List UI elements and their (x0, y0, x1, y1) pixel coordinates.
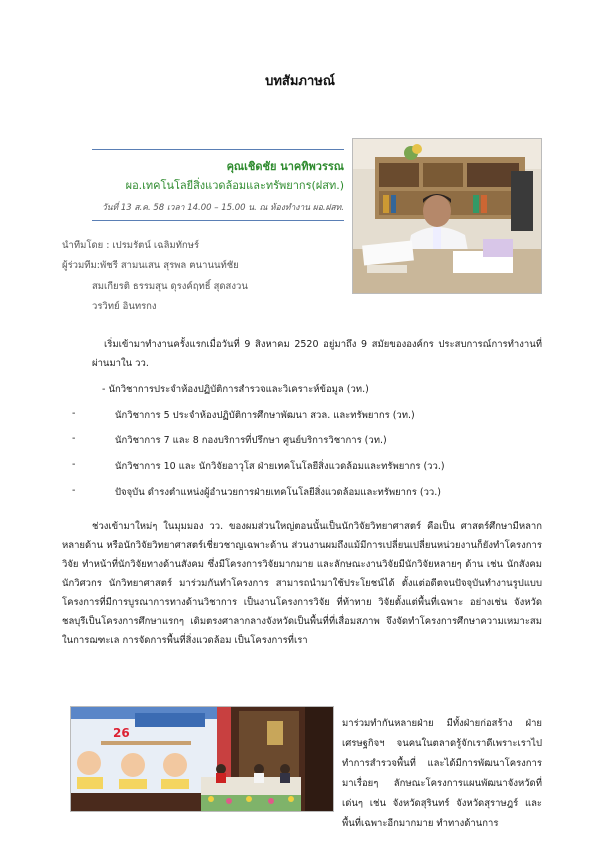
team-credit-line-3: วรวิทย์ อินทรกง (92, 301, 157, 312)
main-paragraph: ช่วงเข้ามาใหม่ๆ ในมุมมอง วว. ของผมส่วนใหญ่ตอนนั้นเป็นนักวิจัยวิทยาศาสตร์ คือเป็น ศาสตร์ศึกษามีหลากหลายด้าน หรือนักวิจัยวิทยาศาสตร์เชี่ยวชาญเฉพาะด้าน ส่วนงานผมถึงแม้มีการเปลี่ยนเปลี่ยนหน่วยงานก็ยังทำโครงการวิจัย ทำหน้าที่นักวิจัยทางด้านสังคม ซึ่งมีโครงการวิจัยมากมาย และลักษณะงานวิจัยมีนักวิจัยหลายๆ ด้าน เช่น นักสังคม นักวิศวกร นักวิทยาศาสตร์ มาร่วมกันทำโครงการ สามารถนำมาใช้ประโยชน์ได้ ตั้งแต่อดีตจนปัจจุบันทำงานรูปแบบโครงการที่มีการบูรณาการทางด้านวิชาการ เป็นงานโครงการวิจัย ที่ท้าทาย วิจัยตั้งแต่พื้นที่เฉพาะ อย่างเช่น จังหวัดชลบุรีเป็นโครงการศึกษาแรกๆ เดิมตรงศาลากลางจังหวัดเป็นพื้นที่ที่เสื่อมสภาพ จึงจัดทำโครงการศึกษาความเหมาะสมในการฌฑะเล การจัดการพื้นที่สิ่งแวดล้อม เป็นโครงการที่เรา (62, 521, 542, 646)
career-item-4: นักวิชาการ 10 และ นักวิจัยอาวุโส ฝ่ายเทคโนโลยีสิ่งแวดล้อมและทรัพยากร (วว.) (115, 461, 445, 472)
interviewee-position: ผอ.เทคโนโลยีสิ่งแวดล้อมและทรัพยากร(ฝสท.) (125, 179, 344, 192)
slide-date: 26 (113, 726, 130, 740)
team-credit-line-1: ผู้ร่วมทีม:พัชรี สามนเสน สุรพล ฅนานนท์ชัย (62, 260, 239, 271)
career-item-3: นักวิชาการ 7 และ 8 กองบริการที่ปรึกษา ศูนย์บริการวิชาการ (วท.) (115, 435, 387, 446)
interview-datetime: วันที่ 13 ส.ค. 58 เวลา 14.00 – 15.00 น. ณ ห้องทำงาน ผอ.ฝสท. (101, 203, 344, 213)
team-credit-line-2: สมเกียรติ ธรรมสุน ดุรงค์ฤทธิ์ สุดสงวน (92, 281, 248, 292)
top-rule (92, 149, 344, 150)
career-item-2: นักวิชาการ 5 ประจำห้องปฏิบัติการศึกษาพัฒนา สวล. และทรัพยากร (วท.) (115, 410, 415, 421)
career-item-1: - นักวิชาการประจำห้องปฏิบัติการสำรวจและวิเคราะห์ข้อมูล (วท.) (102, 384, 369, 395)
bottom-rule (92, 220, 344, 221)
seminar-photo (70, 706, 334, 812)
side-paragraph: มาร่วมทำกันหลายฝ่าย มีทั้งฝ่ายก่อสร้าง ฝ่ายเศรษฐกิจฯ จนคนในตลาดรู้จักเราดีเพราะเราไปทำการสำรวจพื้นที่ และได้มีการพัฒนาโครงการมาเรื่อยๆ ลักษณะโครงการแผนพัฒนาจังหวัดที่เด่นๆ เช่น จังหวัดสุรินทร์ จังหวัดสุราษฎร์ และพื้นที่เฉพาะอีกมากมาย ทำทางด้านการ (342, 718, 542, 829)
career-item-1-text: นักวิชาการประจำห้องปฏิบัติการสำรวจและวิเคราะห์ข้อมูล (วท.) (108, 384, 369, 395)
career-dash-2: - (72, 408, 76, 419)
career-item-5: ปัจจุบัน ดำรงตำแหน่งผู้อำนวยการฝ่ายเทคโนโลยีสิ่งแวดล้อมและทรัพยากร (วว.) (115, 487, 441, 498)
intro-paragraph: เริ่มเข้ามาทำงานครั้งแรกเมื่อวันที่ 9 สิงหาคม 2520 อยู่มาถึง 9 สมัยขององค์กร ประสบการณ์การทำงานที่ผ่านมาใน วว. (92, 339, 542, 369)
page-title: บทสัมภาษณ์ (265, 74, 335, 89)
interviewee-name: คุณเชิดชัย นาคทิพวรรณ (226, 160, 344, 173)
career-dash-4: - (72, 459, 76, 470)
interviewer-credit: นำทีมโดย : เปรมรัตน์ เฉลิมทักษร์ (62, 240, 200, 251)
career-dash-3: - (72, 433, 76, 444)
interviewee-office-photo (352, 138, 542, 294)
career-dash-5: - (72, 485, 76, 496)
